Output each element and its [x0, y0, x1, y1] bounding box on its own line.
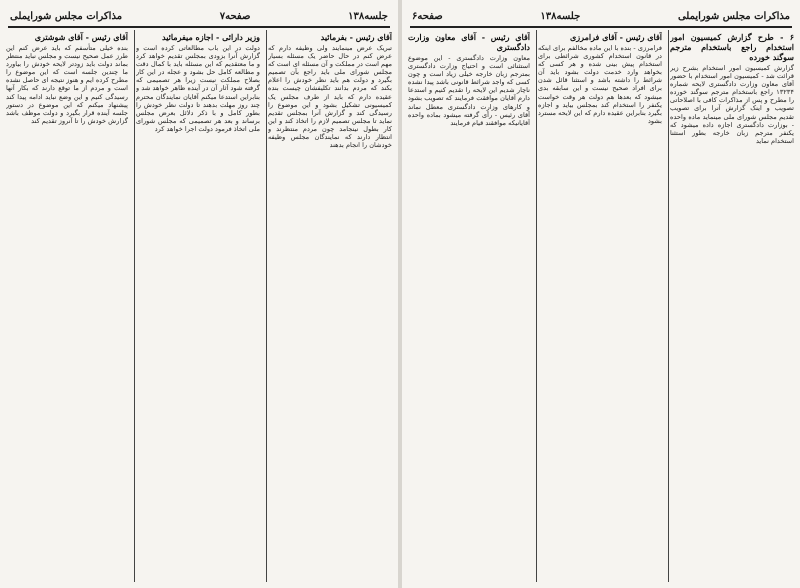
right-header-rule — [410, 26, 792, 28]
left-column-1-heading: آقای رئیس - بفرمائید — [320, 32, 392, 42]
left-column-divider-1 — [266, 30, 267, 582]
right-column-divider-1 — [668, 30, 669, 582]
left-page-session-label: جلسه۱۳۸ — [348, 10, 388, 22]
left-page-running-title: مذاکرات مجلس شورایملی — [10, 10, 123, 22]
left-column-3-body: بنده خیلی متأسفم که باید عرض کنم این طرز عمل صحیح نیست و مجلس نباید منتظر بماند دولت باید زودتر لایحه خودش را بیاورد ما چندین جلسه است که این موضوع را مطرح کرده ایم و هنوز نتیجه ای حاصل نشده است و مردم از ما توقع دارند که بکار آنها رسیدگی کنیم و این وضع نباید ادامه پیدا کند پیشنهاد میکنم که این موضوع در دستور جلسه آینده قرار بگیرد و دولت موظف باشد گزارش خودش را تا آنروز تقدیم کند — [6, 44, 128, 125]
right-column-2 — [538, 30, 662, 582]
right-column-3-body: معاون وزارت دادگستری - این موضوع استثنائی است و احتیاج وزارت دادگستری بمترجم زبان خارجه خیلی زیاد است و چون کسی که واجد شرائط قانونی باشد پیدا نشده ناچار شدیم این لایحه را تقدیم کنیم و استدعا دارم آقایان موافقت فرمایند که تصویب بشود و کارهای وزارت دادگستری معطل نماند آقای رئیس - رأی گرفته میشود بماده واحده آقایانیکه موافقند قیام فرمایند — [408, 54, 530, 127]
right-page-number: صفحه۶ — [412, 10, 443, 22]
right-page-running-title: مذاکرات مجلس شورایملی — [677, 10, 790, 22]
left-column-1-body: تبریک عرض مینمایند ولی وظیفه دارم که عرض کنم در حال حاضر یک مسئله بسیار مهم است در مملکت و آن مسئله ای است که مجلس شورای ملی باید راجع بآن تصمیم بگیرد و دولت هم باید نظر خودش را اعلام بکند که مردم بدانند تکلیفشان چیست بنده عقیده دارم که باید از طرف مجلس یک کمیسیونی تشکیل بشود و این موضوع را رسیدگی کند و گزارش آنرا بمجلس تقدیم نماید تا مجلس تصمیم لازم را اتخاذ کند و این کار بطول نینجامد چون مردم منتظرند و انتظار دارند که نمایندگان مجلس وظیفه خودشان را انجام بدهند — [268, 44, 392, 150]
left-column-3 — [6, 30, 128, 582]
left-page-number: صفحه۷ — [219, 10, 251, 22]
left-column-1 — [268, 30, 392, 582]
left-column-2 — [136, 30, 260, 582]
right-column-divider-2 — [536, 30, 537, 582]
right-column-2-heading: آقای رئیس - آقای فرامرزی — [570, 32, 662, 42]
left-page-header — [10, 8, 388, 24]
right-column-1-body: گزارش کمیسیون امور استخدام بشرح زیر قرائت شد - کمیسیون امور استخدام با حضور آقای معاون وزارت دادگستری لایحه شماره ۱۳۲۳۴ راجع باستخدام مترجم سوگند خورده را مطرح و پس از مذاکرات کافی با اصلاحاتی تصویب و اینک گزارش آنرا برای تصویب تقدیم مجلس شورای ملی مینماید ماده واحده - بوزارت دادگستری اجازه داده میشود که یکنفر مترجم زبان خارجه بطور استثنا استخدام نماید — [670, 64, 794, 145]
right-column-2-body: فرامرزی - بنده با این ماده مخالفم برای اینکه در قانون استخدام کشوری شرائطی برای استخدام پیش بینی شده و هر کسی که بخواهد وارد خدمت دولت بشود باید آن شرائط را داشته باشد و استثنا قائل شدن برای افراد صحیح نیست و این سابقه بدی میشود که بعدها هم دولت هر وقت خواست یکنفر را استخدام کند بمجلس بیاید و اجازه بگیرد بنابراین عقیده دارم که این لایحه مسترد بشود — [538, 44, 662, 125]
right-page — [402, 0, 800, 588]
left-column-3-heading: آقای رئیس - آقای شوشتری — [34, 32, 128, 42]
left-column-2-heading: وزیر دارائی - اجازه میفرمائید — [162, 32, 260, 42]
right-page-session-label: جلسه۱۳۸ — [540, 10, 581, 22]
left-page — [0, 0, 399, 588]
right-column-3-heading: آقای رئیس - آقای معاون وزارت دادگستری — [408, 32, 530, 52]
right-column-1-heading: ۶ - طرح گزارش کمیسیون امور استخدام راجع باستخدام مترجم سوگند خورده — [670, 32, 794, 62]
right-column-3 — [408, 30, 530, 582]
left-header-rule — [8, 26, 390, 28]
left-column-divider-2 — [134, 30, 135, 582]
right-column-1 — [670, 30, 794, 582]
right-page-header — [412, 8, 790, 24]
left-column-2-body: دولت در این باب مطالعاتی کرده است و گزارش آنرا بزودی بمجلس تقدیم خواهد کرد و ما معتقدیم که این مسئله باید با کمال دقت و مطالعه کامل حل بشود و عجله در این کار بصلاح مملکت نیست زیرا هر تصمیمی که گرفته شود آثار آن در آینده ظاهر خواهد شد و بنابراین استدعا میکنم آقایان نمایندگان محترم چند روز مهلت بدهند تا دولت نظر خودش را بطور کامل و با ذکر دلائل بعرض مجلس برساند و بعد هر تصمیمی که مجلس شورای ملی اتخاذ فرمود دولت اجرا خواهد کرد — [136, 44, 260, 133]
